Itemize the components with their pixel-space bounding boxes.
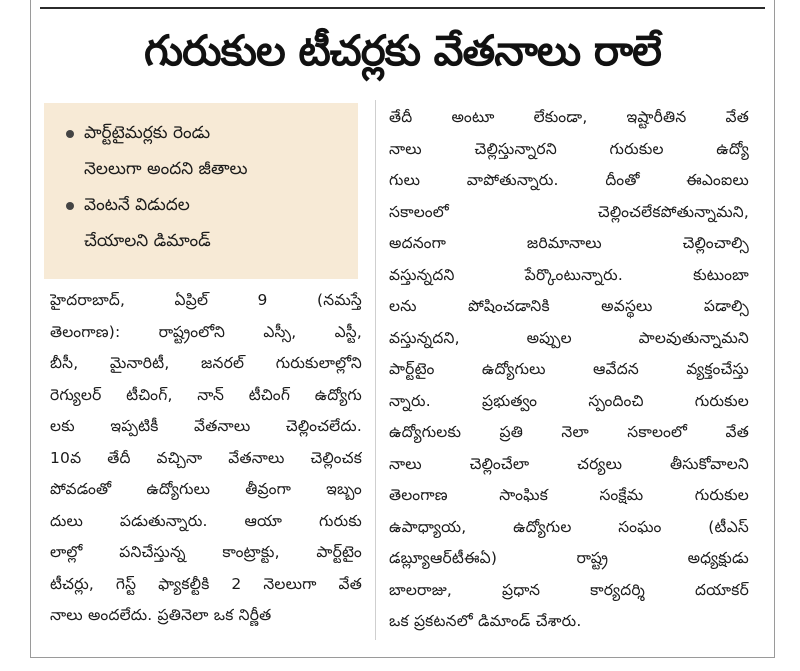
body-column-right [389, 102, 749, 638]
column-divider [375, 100, 376, 640]
text-line: బాలరాజు, ప్రధాన కార్యదర్శి దయాకర్‌ [389, 580, 749, 599]
text-line: వస్తున్నదని, అప్పుల పాలవుతున్నామని [389, 328, 749, 347]
highlight-line: చేయాలని డిమాండ్ [84, 231, 211, 251]
text-line: తెలంగాణ): రాష్ట్రంలోని ఎస్సీ, ఎస్టీ, [50, 322, 362, 341]
highlight-item [64, 187, 348, 259]
highlight-line: నెలలుగా అందని జీతాలు [84, 159, 248, 179]
highlight-line: పార్ట్‌టైమర్లకు రెండు [84, 123, 211, 143]
text-line: నాలు చెల్లించేలా చర్యలు తీసుకోవాలని [389, 454, 749, 473]
bullet-icon [66, 202, 74, 210]
highlights-box [44, 103, 358, 279]
text-line: 10వ తేదీ వచ్చినా వేతనాలు చెల్లించక [50, 448, 362, 467]
headline: గురుకుల టీచర్లకు వేతనాలు రాలే [144, 26, 661, 75]
text-line: గులు వాపోతున్నారు. దీంతో ఈఎంఐలు [389, 171, 749, 189]
text-line: పార్ట్‌టైం ఉద్యోగులు ఆవేదన వ్యక్తంచేస్తు [389, 360, 749, 378]
text-line: పోవడంతో ఉద్యోగులు తీవ్రంగా ఇబ్బం [50, 480, 362, 498]
top-rule [40, 7, 765, 9]
text-line: న్నారు. ప్రభుత్వం స్పందించి గురుకుల [389, 391, 749, 410]
highlight-line: వెంటనే విడుదల [84, 195, 190, 215]
text-line: అదనంగా జరిమానాలు చెల్లించాల్సి [389, 234, 749, 252]
text-line: తెలంగాణ సాంఘిక సంక్షేమ గురుకుల [389, 486, 749, 504]
text-line: హైదరాబాద్‌, ఏప్రిల్‌ 9 (నమస్తే [50, 291, 362, 309]
text-line: లను పోషించడానికి అవస్థలు పడాల్సి [389, 297, 749, 315]
text-line: నాలు చెల్లిస్తున్నారని గురుకుల ఉద్యో [389, 139, 749, 158]
text-line: సకాలంలో చెల్లించలేకపోతున్నామని, [389, 202, 749, 221]
bullet-icon [66, 130, 74, 138]
text-line: తేదీ అంటూ లేకుండా, ఇష్టారీతిన వేత [389, 108, 749, 126]
body-column-left [50, 285, 362, 632]
text-line: నాలు అందలేదు. ప్రతినెలా ఒక నిర్ణీత [50, 606, 272, 624]
text-line: టీచర్లు, గెస్ట్‌ ఫ్యాకల్టీకి 2 నెలలుగా వేత [50, 574, 362, 593]
text-line: వస్తున్నదని పేర్కొంటున్నారు. కుటుంబా [389, 265, 749, 284]
text-line: లాల్లో పనిచేస్తున్న కాంట్రాక్టు, పార్ట్‌టైం [50, 543, 362, 561]
text-line: ఉద్యోగులకు ప్రతి నెలా సకాలంలో వేత [389, 423, 749, 441]
text-line: ఒక ప్రకటనలో డిమాండ్‌ చేశారు. [389, 612, 582, 630]
text-line: రెగ్యులర్‌ టీచింగ్‌, నాన్‌ టీచింగ్‌ ఉద్యోగు [50, 385, 362, 404]
highlight-item [64, 115, 348, 187]
text-line: దులు పడుతున్నారు. ఆయా గురుకు [50, 511, 362, 530]
text-line: ఉపాధ్యాయ, ఉద్యోగుల సంఘం (టీఎస్‌ [389, 517, 749, 536]
text-line: బీసీ, మైనారిటీ, జనరల్‌ గురుకులాల్లోని [50, 354, 362, 372]
text-line: డబ్ల్యూఆర్‌టీఈఏ) రాష్ట్ర అధ్యక్షుడు [389, 549, 749, 567]
text-line: లకు ఇప్పటికీ వేతనాలు చెల్లించలేదు. [50, 417, 362, 435]
